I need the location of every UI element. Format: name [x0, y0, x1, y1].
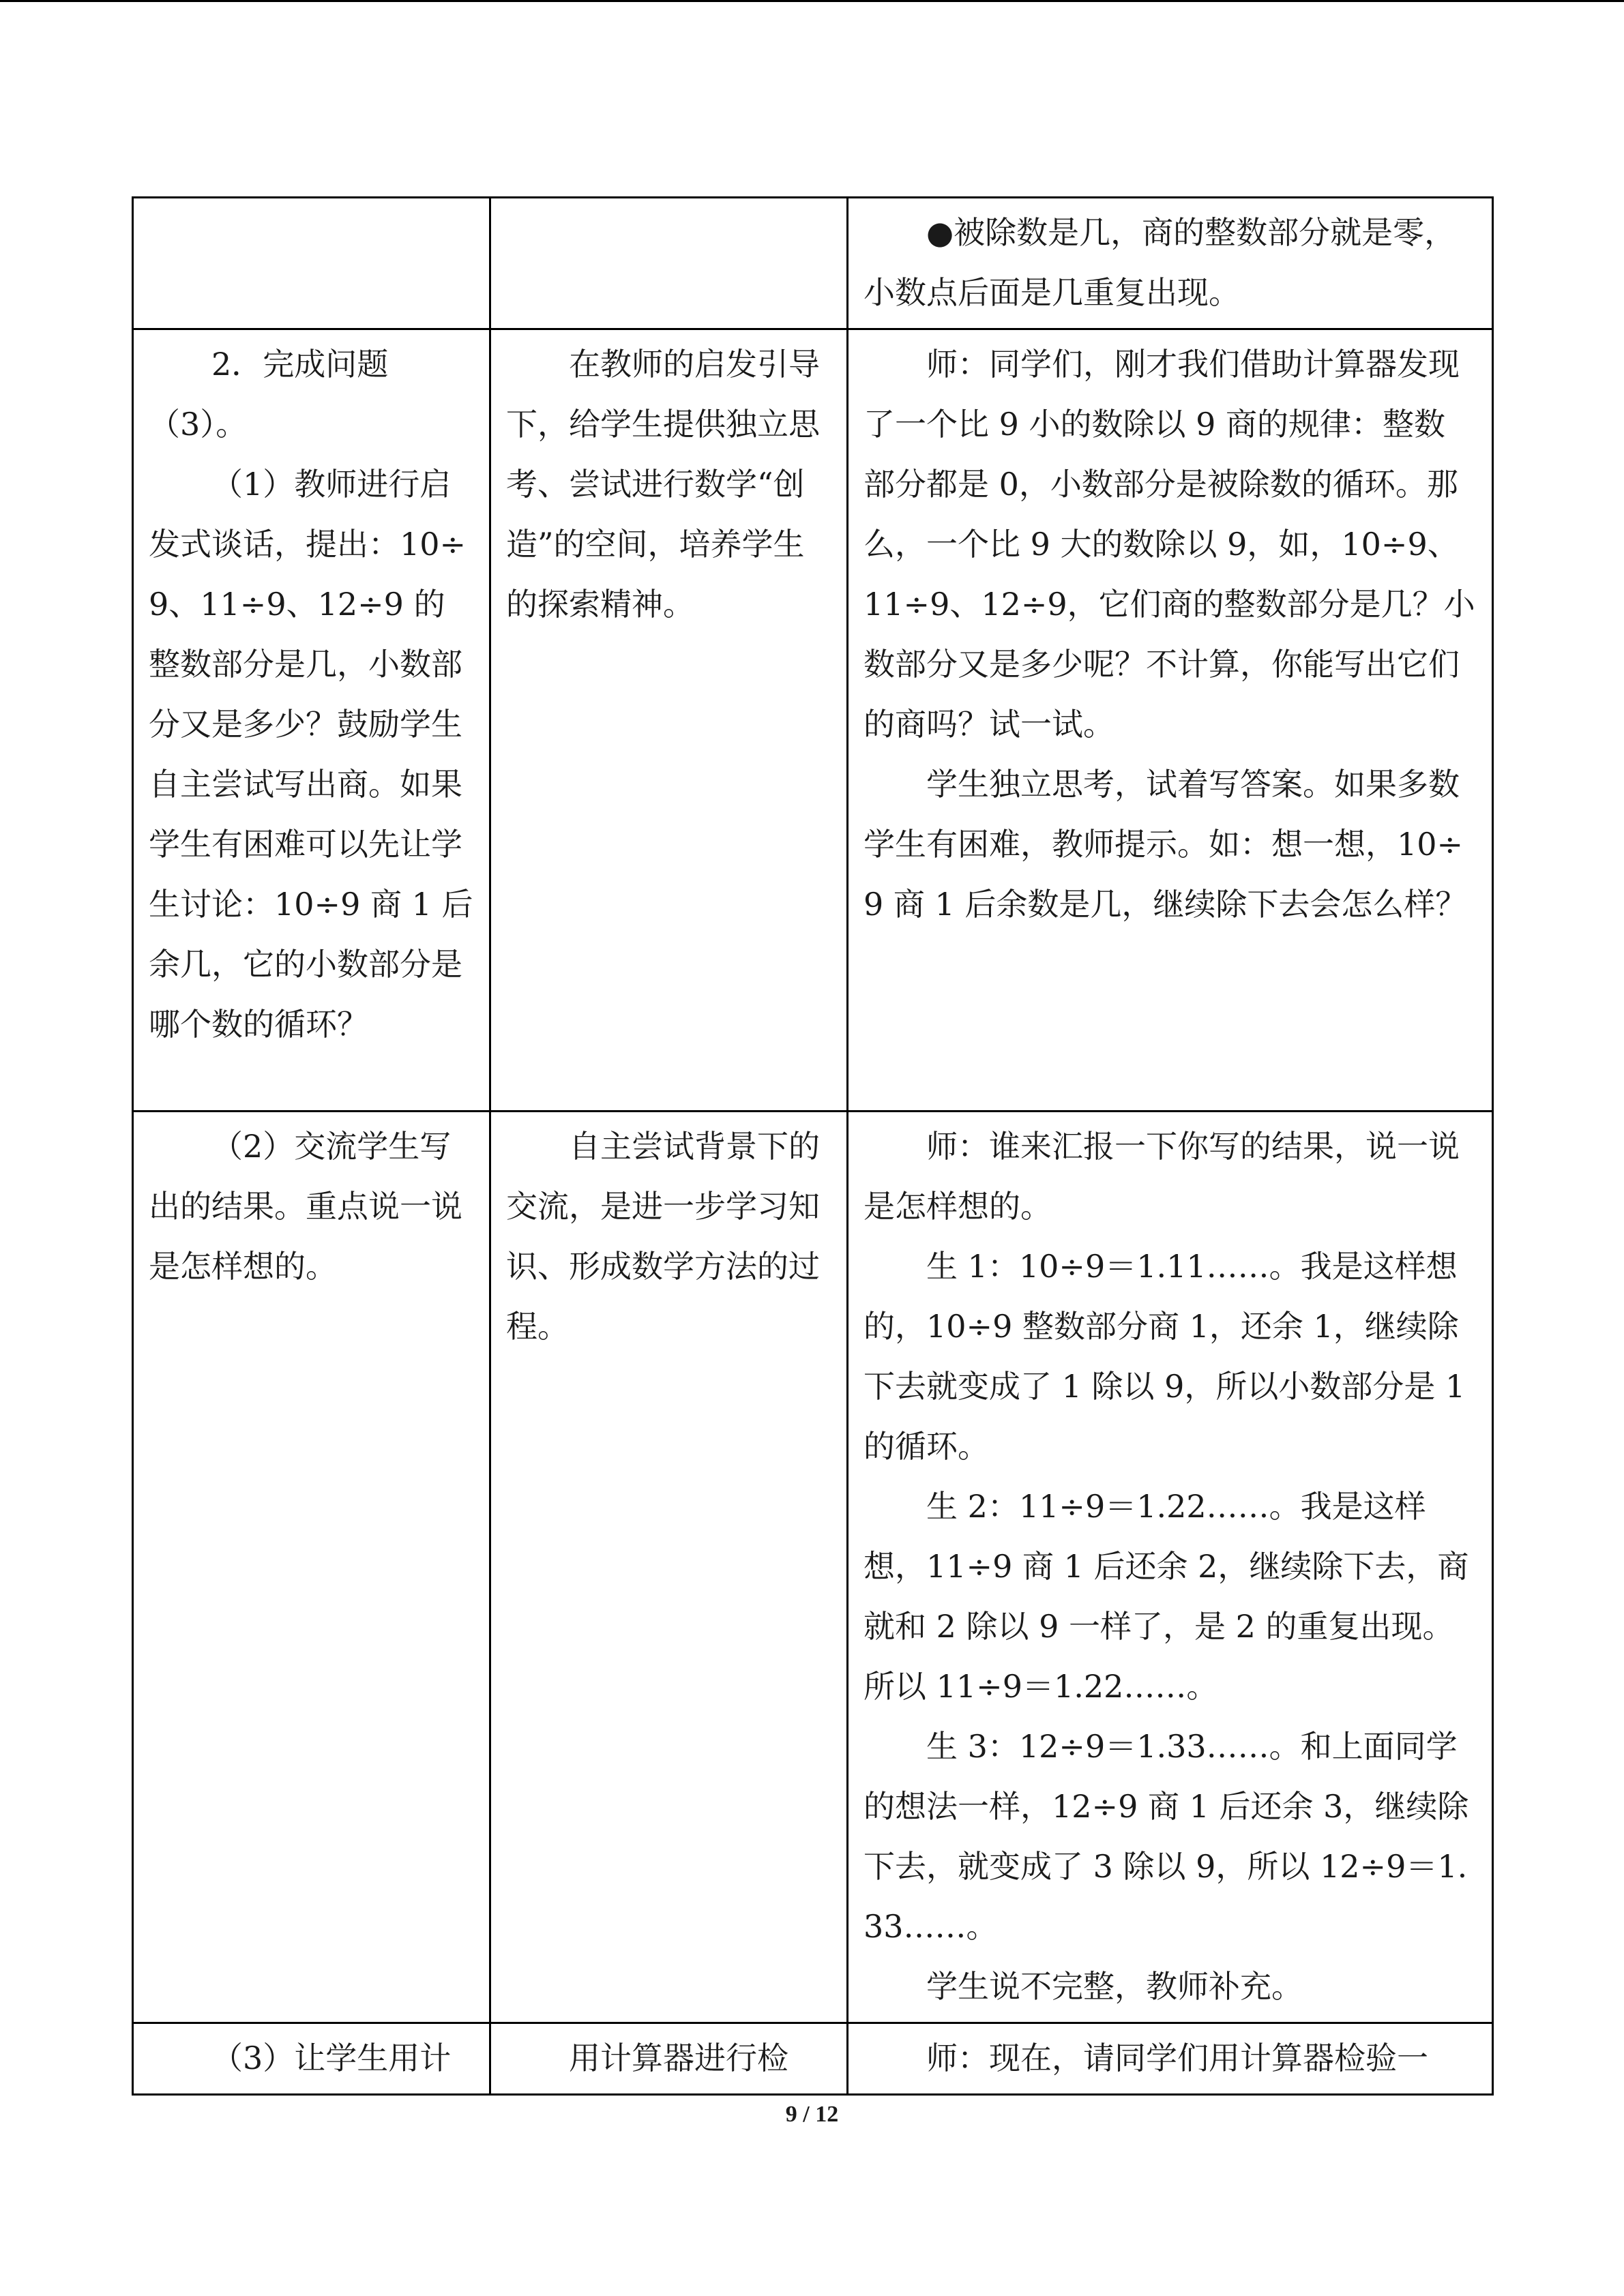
paragraph: 师：现在，请同学们用计算器检验一	[926, 2040, 1428, 2076]
paragraph: 学生独立思考，试着写答案。如果多数学生有困难，教师提示。如：想一想，10÷9 商 1 后余数是几，继续除下去会怎么样？	[863, 766, 1467, 923]
lesson-plan-table	[132, 196, 1494, 2096]
paragraph: ●被除数是几，商的整数部分就是零，小数点后面是几重复出现。	[863, 214, 1456, 311]
paragraph: （2）交流学生写出的结果。重点说一说是怎样想的。	[149, 1128, 462, 1285]
paragraph: 自主尝试背景下的交流，是进一步学习知识、形成数学方法的过程。	[506, 1128, 820, 1345]
paragraph: 生 1：10÷9＝1.11……。我是这样想的，10÷9 整数部分商 1，还余 1，继续除下去就变成了 1 除以 9，所以小数部分是 1 的循环。	[863, 1248, 1466, 1465]
table-row	[133, 198, 1493, 329]
paragraph: 2．完成问题（3）。	[149, 346, 389, 443]
paragraph: 用计算器进行检	[569, 2040, 788, 2076]
cell-activity	[133, 2023, 490, 2095]
cell-process	[848, 1112, 1493, 2023]
paragraph: 师：同学们，刚才我们借助计算器发现了一个比 9 小的数除以 9 商的规律：整数部分都是 0，小数部分是被除数的循环。那么，一个比 9 大的数除以 9，如，10÷9、11÷9、12÷9，它们商的整数部分是几？小数部分又是多少呢？不计算，你能写出它们的商吗？试一试。	[863, 346, 1475, 743]
cell-intent	[490, 2023, 848, 2095]
cell-intent	[490, 329, 848, 1112]
paragraph: （1）教师进行启发式谈话，提出：10÷9、11÷9、12÷9 的整数部分是几，小数部分又是多少？鼓励学生自主尝试写出商。如果学生有困难可以先让学生讨论：10÷9 商 1 后余几，它的小数部分是哪个数的循环？	[149, 466, 473, 1043]
paragraph: 师：谁来汇报一下你写的结果，说一说是怎样想的。	[863, 1128, 1460, 1225]
page-top-border	[0, 0, 1624, 2]
table-row	[133, 1112, 1493, 2023]
cell-process	[848, 2023, 1493, 2095]
cell-activity	[133, 329, 490, 1112]
cell-activity	[133, 1112, 490, 2023]
table-row	[133, 2023, 1493, 2095]
cell-activity	[133, 198, 490, 329]
page-number: 9 / 12	[785, 2102, 839, 2127]
paragraph: 生 2：11÷9＝1.22……。我是这样想，11÷9 商 1 后还余 2，继续除下去，商就和 2 除以 9 一样了，是 2 的重复出现。所以 11÷9＝1.22……。	[863, 1488, 1469, 1705]
paragraph: 学生说不完整，教师补充。	[926, 1968, 1303, 2005]
cell-intent	[490, 1112, 848, 2023]
cell-process	[848, 198, 1493, 329]
cell-process	[848, 329, 1493, 1112]
paragraph: 在教师的启发引导下，给学生提供独立思考、尝试进行数学“创造”的空间，培养学生的探索精神。	[506, 346, 820, 623]
table-row	[133, 329, 1493, 1112]
paragraph: 生 3：12÷9＝1.33……。和上面同学的想法一样，12÷9 商 1 后还余 3，继续除下去，就变成了 3 除以 9，所以 12÷9＝1.33……。	[863, 1728, 1469, 1945]
paragraph: （3）让学生用计	[211, 2040, 452, 2076]
cell-intent	[490, 198, 848, 329]
